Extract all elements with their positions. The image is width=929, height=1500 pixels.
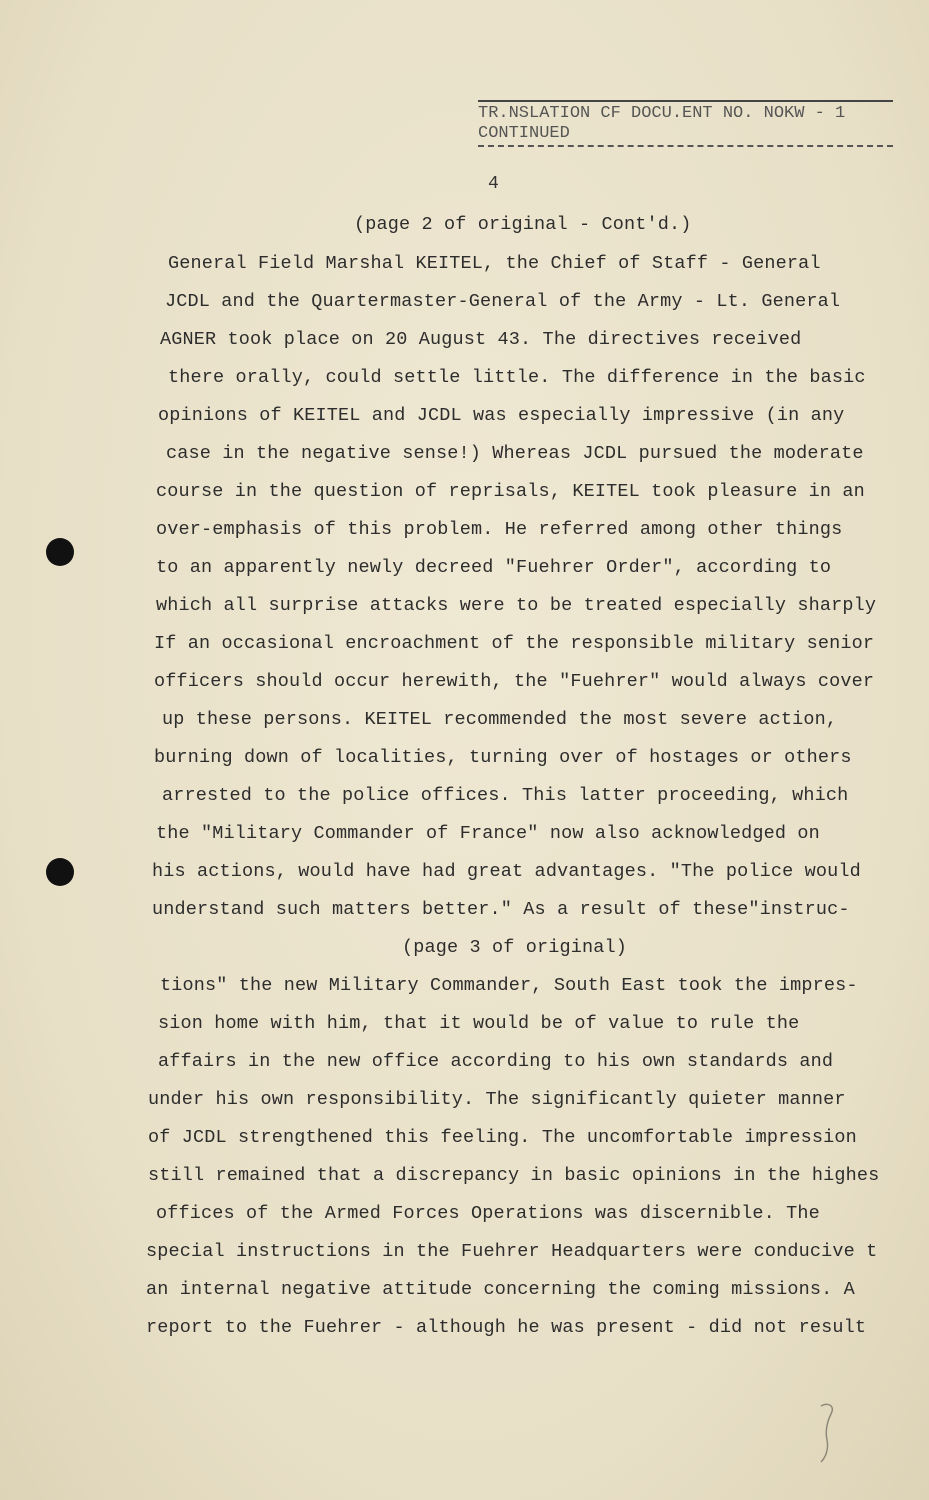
body-line: opinions of KEITEL and JCDL was especially impressive (in any (158, 405, 845, 426)
punch-hole-lower (46, 858, 74, 886)
pencil-mark (815, 1400, 845, 1465)
body-line: officers should occur herewith, the "Fuehrer" would always cover (154, 671, 875, 692)
body-line: the "Military Commander of France" now also acknowledged on (156, 823, 820, 844)
body-line: affairs in the new office according to his own standards and (158, 1051, 834, 1072)
body-line: General Field Marshal KEITEL, the Chief of Staff - General (168, 253, 821, 274)
body-line: there orally, could settle little. The difference in the basic (168, 367, 866, 388)
body-line: still remained that a discrepancy in basic opinions in the highes (148, 1165, 880, 1186)
header-continued: CONTINUED (478, 124, 893, 147)
body-line: special instructions in the Fuehrer Headquarters were conducive t (146, 1241, 878, 1262)
body-line: up these persons. KEITEL recommended the most severe action, (162, 709, 838, 730)
body-line: report to the Fuehrer - although he was present - did not result (146, 1317, 867, 1338)
document-header (478, 100, 893, 147)
body-line: over-emphasis of this problem. He referred among other things (156, 519, 843, 540)
body-line: his actions, would have had great advantages. "The police would (152, 861, 861, 882)
body-line: If an occasional encroachment of the responsible military senior (154, 633, 875, 654)
original-page-note: (page 2 of original - Cont'd.) (354, 214, 692, 235)
body-line: case in the negative sense!) Whereas JCDL pursued the moderate (166, 443, 864, 464)
body-line: tions" the new Military Commander, South East took the impres- (160, 975, 858, 996)
body-line: JCDL and the Quartermaster-General of the Army - Lt. General (165, 291, 841, 312)
body-line: burning down of localities, turning over of hostages or others (154, 747, 852, 768)
body-line: to an apparently newly decreed "Fuehrer Order", according to (156, 557, 832, 578)
header-title: TR.NSLATION CF DOCU.ENT NO. NOKW - 1 (478, 100, 893, 124)
body-line: AGNER took place on 20 August 43. The directives received (160, 329, 802, 350)
page-number: 4 (488, 174, 499, 194)
body-line: course in the question of reprisals, KEITEL took pleasure in an (156, 481, 865, 502)
body-line: offices of the Armed Forces Operations was discernible. The (156, 1203, 820, 1224)
original-page-note: (page 3 of original) (402, 937, 628, 958)
body-line: an internal negative attitude concerning the coming missions. A (146, 1279, 855, 1300)
body-line: which all surprise attacks were to be treated especially sharply (156, 595, 877, 616)
body-line: sion home with him, that it would be of value to rule the (158, 1013, 800, 1034)
punch-hole-upper (46, 538, 74, 566)
body-line: under his own responsibility. The significantly quieter manner (148, 1089, 846, 1110)
body-line: of JCDL strengthened this feeling. The uncomfortable impression (148, 1127, 857, 1148)
body-line: arrested to the police offices. This latter proceeding, which (162, 785, 849, 806)
body-line: understand such matters better." As a result of these"instruc- (152, 899, 850, 920)
